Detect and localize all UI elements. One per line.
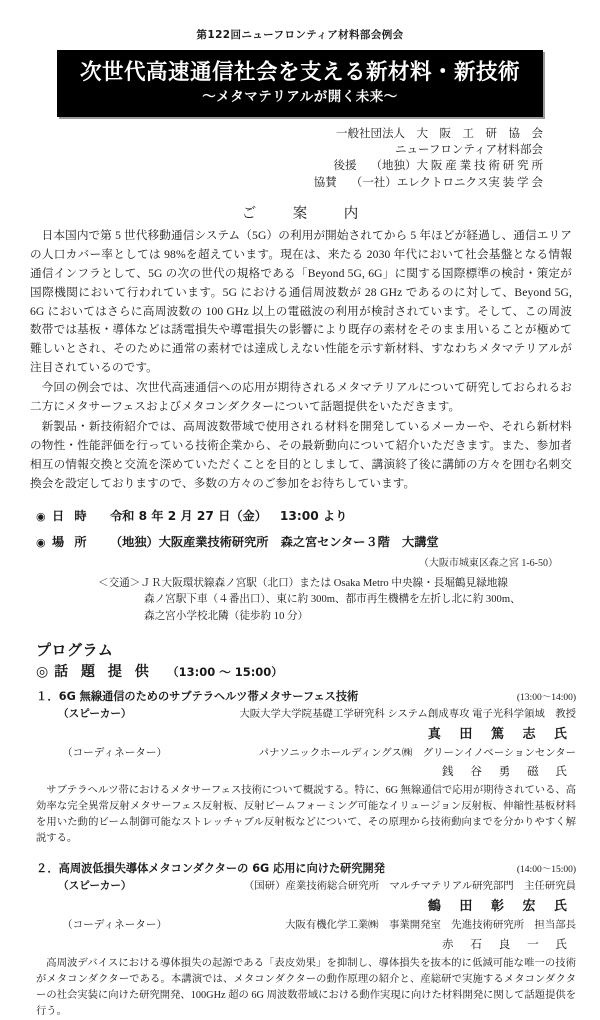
event-series-kicker: 第122回ニューフロンティア材料部会例会 [196,29,404,41]
organizer-row [0,142,543,158]
talk-title-row [36,688,576,704]
event-date-label: 日 時 [52,508,90,523]
double-circle-icon: ◎ [36,663,49,680]
organizer-row [0,175,543,191]
speaker-name: 鶴 田 彰 宏 氏 [427,899,574,915]
page-title: 次世代高速通信社会を支える新材料・新技術 [79,59,520,85]
topic-session-time: （13:00 〜 15:00） [167,664,283,679]
program-heading: プログラム [36,640,114,659]
talk-number: ２． [36,862,59,876]
organizer-name: ニューフロンティア材料部会 [394,143,543,156]
speaker-role-label: （スピーカー） [58,707,132,720]
organizer-label: 協賛 [313,176,337,189]
organizer-label: 後援 [333,160,357,173]
event-date-row [36,507,600,524]
section-heading-annai: ご 案 内 [241,205,370,222]
event-date-value [110,507,347,524]
coordinator-name: 赤 石 良 一 氏 [442,938,574,951]
event-place-label: 場 所 [52,534,90,549]
event-access [36,576,600,625]
organizer-name: （地独）大 阪 産 業 技 術 研 究 所 [370,160,543,173]
access-line: 森之宮小学校北隣（徒歩約 10 分） [144,610,309,622]
organizer-row [0,126,543,142]
annai-body [30,227,572,494]
event-address: （大阪市城東区森之宮 1-6-50） [418,557,558,569]
event-date-text: 令和 8 年 2 月 27 日（金） [110,508,267,523]
title-banner [57,50,543,117]
organizer-name: 一般社団法人 大 阪 工 研 協 会 [336,127,543,140]
talk-item [36,860,576,1019]
coordinator-name-row [36,762,576,780]
coordinator-name-row [36,935,576,953]
event-place-value: （地独）大阪産業技術研究所 森之宮センター３階 大講堂 [110,534,439,549]
talk-time: (13:00〜14:00) [516,692,576,703]
coordinator-affiliation: パナソニックホールディングス㈱ グリーンイノベーションセンター [258,748,576,760]
coordinator-row [36,745,576,761]
talk-abstract: サブテラヘルツ帯におけるメタサーフェス技術について概説する。特に、6G 無線通信で応用が期待されている、高効率な完全異常反射メタサーフェス反射板、反射ビームフォーミング可能なイリュージョン反射板、伸縮性基板材料を用いた動的ビーム制御可能なストレッチャブル反射板などについて、その原理から技術動向までを分かりやすく解説する。 [36,785,576,845]
event-place-row [36,533,600,550]
coordinator-row [36,917,576,933]
annai-paragraph: 新製品・新技術紹介では、高周波数帯域で使用される材料を開発しているメーカーや、それら新材料の物性・性能評価を行っている技術企業から、その最新動向について紹介いただきます。また、参加者相互の情報交換と交流を深めていただくことを目的としまして、講演終了後に講師の方々を囲む名刺交換会を設定しておりますので、多数の方々のご参加をお待ちしています。 [30,420,572,490]
talk-abstract: 高周波デバイスにおける導体損失の起源である「表皮効果」を抑制し、導体損失を抜本的に低減可能な唯一の技術がメタコンダクターである。本講演では、メタコンダクターの動作原理の紹介と、産総研で実施するメタコンダクターの社会実装に向けた研究開発、100GHz 超の 6G 周波数帯域における動作実現に向けた材料開発に関して話題提供を行う。 [36,957,576,1017]
coordinator-name: 銭 谷 勇 磁 氏 [442,766,574,779]
annai-paragraph: 今回の例会では、次世代高速通信への応用が期待されるメタマテリアルについて研究しておられるお二方にメタサーフェスおよびメタコンダクターについて話題提供をいただきます。 [30,381,572,414]
topic-session-heading [36,661,600,681]
speaker-row [36,706,576,722]
coordinator-affiliation: 大阪有機化学工業㈱ 事業開発室 先進技術研究所 担当部長 [285,920,576,932]
talk-item [36,688,576,847]
talk-title [36,860,385,876]
talk-title-text: 6G 無線通信のためのサブテラヘルツ帯メタサーフェス技術 [58,689,359,703]
speaker-name-row [36,895,576,915]
talk-title-text: 高周波低損失導体メタコンダクターの 6G 応用に向けた研究開発 [58,862,385,876]
speaker-name: 真 田 篤 志 氏 [427,727,574,743]
speaker-role-label: （スピーカー） [58,880,132,893]
talk-number: １． [36,689,59,703]
talk-time: (14:00〜15:00) [516,865,576,876]
fisheye-bullet-icon: ◉ [36,509,46,523]
page-subtitle: 〜メタマテリアルが開く未来〜 [202,89,398,106]
topic-session-label: 話 題 提 供 [54,663,153,680]
speaker-name-row [36,723,576,743]
event-info [36,507,600,625]
speaker-affiliation: 大阪大学大学院基礎工学研究科 システム創成専攻 電子光科学領域 教授 [239,708,576,720]
speaker-row [36,878,576,894]
organizer-name: （一社）エレクトロニクス実 装 学 会 [350,176,543,189]
access-line: ＜交通＞ＪＲ大阪環状線森ノ宮駅（北口）または Osaka Metro 中央線・長堀鶴見緑地線 [98,577,508,589]
access-line: 森ノ宮駅下車（４番出口）、東に約 300m、都市再生機構を左折し北に約 300m、 [144,594,521,606]
event-start-time: 13:00 より [279,508,348,523]
talk-title-row [36,860,576,876]
fisheye-bullet-icon: ◉ [36,535,46,549]
organizer-list [0,126,543,191]
coordinator-role-label: （コーディネーター） [62,920,168,932]
speaker-affiliation: （国研）産業技術総合研究所 マルチマテリアル研究部門 主任研究員 [243,881,576,893]
annai-paragraph: 日本国内で第 5 世代移動通信システム（5G）の利用が開始されてから 5 年ほどが経過し、通信エリアの人口カバー率としては 98%を超えています。現在は、来たる 2030 年代において社会基盤となる情報通信インフラとして、5G の次の世代の規格である「Beyond 5G, 6G」に関する国際標準の検討・策定が国際機関において行われています。5G における通信周波数が 28 GHz であるのに対して、Beyond 5G, 6G においてはさらに高周波数の 100 GHz 以上の電磁波の利用が検討されています。そして、この周波数帯では基板・導体などは誘電損失や導電損失の影響により既存の素材をそのまま用いることが極めて難しいとされ、そのために通常の素材では達成しえない性能を示す新材料、すなわちメタマテリアルが注目されているのです。 [30,228,572,375]
talk-title [36,688,358,704]
organizer-row [0,158,543,174]
coordinator-role-label: （コーディネーター） [62,748,168,760]
